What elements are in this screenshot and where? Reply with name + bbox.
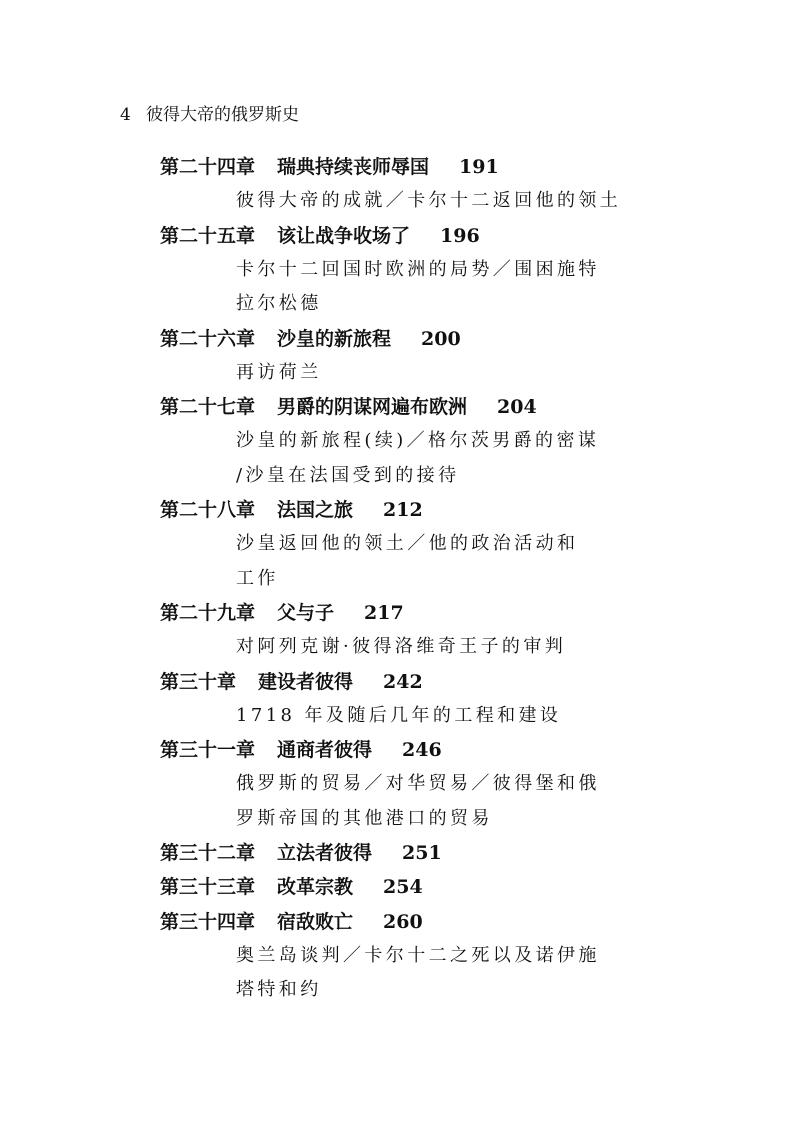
chapter-page: 200 bbox=[421, 327, 461, 350]
chapter-subtopics: 沙皇返回他的领土／他的政治活动和 bbox=[236, 533, 579, 555]
chapter-subtopics: 工作 bbox=[236, 567, 279, 589]
chapter-title: 宿敌败亡 bbox=[277, 910, 354, 933]
running-header bbox=[120, 100, 299, 125]
chapter-entry bbox=[160, 324, 461, 351]
chapter-page: 260 bbox=[383, 910, 423, 933]
chapter-page: 204 bbox=[497, 396, 537, 419]
chapter-entry bbox=[160, 392, 537, 419]
chapter-entry bbox=[160, 598, 404, 625]
chapter-page: 242 bbox=[383, 670, 423, 693]
chapter-page: 191 bbox=[459, 156, 499, 178]
chapter-label: 第三十三章 bbox=[160, 876, 256, 899]
chapter-title: 该让战争收场了 bbox=[277, 224, 411, 247]
chapter-entry bbox=[160, 907, 423, 934]
chapter-subtopics: 彼得大帝的成就／卡尔十二返回他的领土 bbox=[236, 190, 622, 212]
chapter-entry bbox=[160, 221, 480, 248]
chapter-entry bbox=[160, 838, 442, 865]
chapter-title: 男爵的阴谋网遍布欧洲 bbox=[277, 396, 468, 419]
chapter-title: 沙皇的新旅程 bbox=[277, 327, 392, 350]
chapter-label: 第三十四章 bbox=[160, 910, 256, 933]
chapter-label: 第二十七章 bbox=[160, 396, 256, 419]
chapter-subtopics: 奥兰岛谈判／卡尔十二之死以及诺伊施 bbox=[236, 944, 600, 966]
chapter-page: 246 bbox=[402, 739, 442, 762]
chapter-label: 第二十八章 bbox=[160, 499, 256, 521]
chapter-subtopics: 对阿列克谢·彼得洛维奇王子的审判 bbox=[236, 636, 567, 658]
chapter-title: 建设者彼得 bbox=[258, 670, 354, 693]
chapter-subtopics: 拉尔松德 bbox=[236, 293, 322, 315]
chapter-page: 251 bbox=[402, 842, 442, 864]
chapter-subtopics: 1718 年及随后几年的工程和建设 bbox=[236, 704, 562, 726]
chapter-label: 第二十五章 bbox=[160, 224, 256, 247]
chapter-subtopics: 塔特和约 bbox=[236, 979, 322, 1001]
chapter-label: 第三十一章 bbox=[160, 739, 256, 762]
chapter-label: 第二十九章 bbox=[160, 601, 256, 624]
chapter-title: 瑞典持续丧师辱国 bbox=[277, 156, 430, 178]
chapter-entry bbox=[160, 667, 423, 694]
chapter-title: 改革宗教 bbox=[277, 876, 354, 899]
chapter-label: 第二十四章 bbox=[160, 156, 256, 178]
chapter-label: 第三十章 bbox=[160, 670, 237, 693]
chapter-subtopics: 沙皇的新旅程(续)／格尔茨男爵的密谋 bbox=[236, 430, 600, 452]
chapter-label: 第三十二章 bbox=[160, 842, 256, 864]
chapter-label: 第二十六章 bbox=[160, 327, 256, 350]
chapter-page: 217 bbox=[364, 601, 404, 624]
chapter-title: 通商者彼得 bbox=[277, 739, 373, 762]
page-number: 4 bbox=[120, 105, 131, 125]
chapter-title: 法国之旅 bbox=[277, 499, 354, 521]
chapter-entry bbox=[160, 495, 423, 522]
chapter-page: 196 bbox=[440, 224, 480, 247]
chapter-title: 立法者彼得 bbox=[277, 842, 373, 864]
chapter-subtopics: 卡尔十二回国时欧洲的局势／围困施特 bbox=[236, 258, 600, 280]
chapter-entry bbox=[160, 872, 423, 899]
chapter-page: 254 bbox=[383, 876, 423, 899]
chapter-subtopics: 罗斯帝国的其他港口的贸易 bbox=[236, 807, 493, 829]
chapter-subtopics: /沙皇在法国受到的接待 bbox=[236, 464, 460, 486]
chapter-entry bbox=[160, 152, 499, 179]
chapter-subtopics: 再访荷兰 bbox=[236, 361, 322, 383]
chapter-entry bbox=[160, 735, 442, 762]
chapter-title: 父与子 bbox=[277, 601, 335, 624]
book-title: 彼得大帝的俄罗斯史 bbox=[146, 105, 299, 125]
chapter-page: 212 bbox=[383, 499, 423, 521]
chapter-subtopics: 俄罗斯的贸易／对华贸易／彼得堡和俄 bbox=[236, 773, 600, 795]
